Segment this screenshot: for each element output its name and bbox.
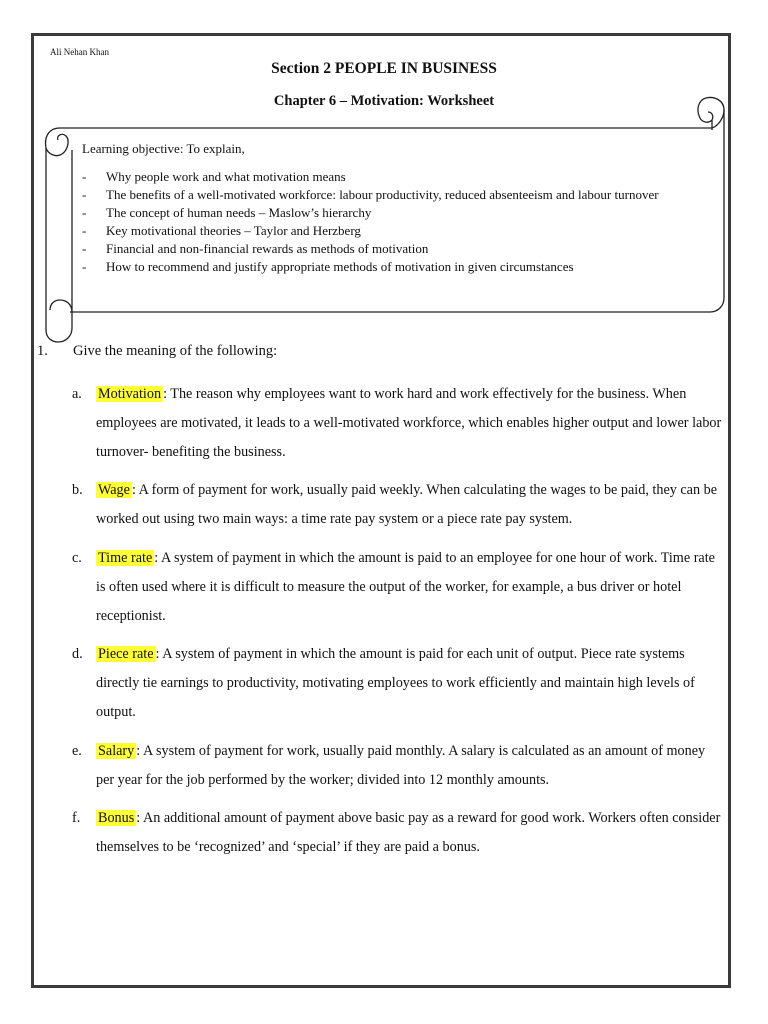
- definition-item: [72, 476, 722, 534]
- objective-item-text: The concept of human needs – Maslow’s hierarchy: [106, 205, 372, 220]
- question-number: 1.: [37, 343, 48, 359]
- definition-text: : A system of payment for work, usually paid monthly. A salary is calculated as an amount of money per year for the job performed by the worker; divided into 12 monthly amounts.: [96, 742, 706, 788]
- question-text: Give the meaning of the following:: [73, 343, 278, 359]
- definitions-list: [72, 380, 722, 872]
- bullet-dash: -: [82, 187, 87, 202]
- objective-item-text: Why people work and what motivation means: [106, 169, 346, 184]
- definition-text: : The reason why employees want to work hard and work effectively for the business. When employees are motivated, it leads to a well-motivated workforce, which enables higher output and lower labor turnover- benefiting the business.: [96, 386, 722, 460]
- bullet-dash: -: [82, 241, 87, 256]
- objective-item-text: Financial and non-financial rewards as methods of motivation: [106, 241, 429, 256]
- definition-item: [72, 737, 722, 795]
- definition-item: [72, 640, 722, 726]
- chapter-title: Chapter 6 – Motivation: Worksheet: [273, 93, 495, 109]
- definition-letter: e.: [72, 742, 82, 759]
- objective-item-text: Key motivational theories – Taylor and Herzberg: [106, 223, 361, 238]
- learning-objective-box: [82, 141, 722, 277]
- objective-list: [82, 169, 722, 275]
- bullet-dash: -: [82, 259, 87, 274]
- definition-letter: a.: [72, 386, 82, 402]
- objective-item: [82, 223, 722, 239]
- objective-item-text: How to recommend and justify appropriate methods of motivation in given circumstances: [106, 259, 574, 274]
- highlighted-term: Wage: [98, 482, 130, 499]
- definition-text: : An additional amount of payment above basic pay as a reward for good work. Workers often consider themselves to be ‘recognized’ and ‘special’ if they are paid a bonus.: [96, 810, 721, 856]
- question-1: [37, 343, 277, 360]
- definition-text: : A form of payment for work, usually paid weekly. When calculating the wages to be paid, they can be worked out using two main ways: a time rate pay system or a piece rate pay system.: [96, 482, 718, 528]
- bullet-dash: -: [82, 169, 87, 184]
- definition-text: : A system of payment in which the amount is paid to an employee for one hour of work. Time rate is often used where it is difficult to measure the output of the worker, for example, a bus driver or hotel receptionist.: [96, 549, 715, 624]
- objective-item: [82, 169, 722, 185]
- objective-item: [82, 187, 722, 203]
- objective-item-text: The benefits of a well-motivated workforce: labour productivity, reduced absenteeism and labour turnover: [106, 187, 659, 202]
- definition-letter: b.: [72, 482, 83, 499]
- highlighted-term: Time rate: [98, 549, 153, 566]
- bullet-dash: -: [82, 205, 87, 220]
- highlighted-term: Salary: [98, 742, 135, 759]
- highlighted-term: Bonus: [98, 810, 135, 827]
- definition-item: [72, 544, 722, 630]
- definition-item: [72, 380, 722, 466]
- section-title: Section 2 PEOPLE IN BUSINESS: [271, 60, 497, 77]
- definition-letter: c.: [72, 549, 82, 566]
- definition-item: [72, 804, 722, 862]
- highlighted-term: Motivation: [98, 386, 162, 402]
- definition-text: : A system of payment in which the amount is paid for each unit of output. Piece rate systems directly tie earnings to productivity, motivating employees to work efficiently and maintain high levels of output.: [96, 646, 695, 720]
- objective-item: [82, 241, 722, 257]
- definition-letter: d.: [72, 646, 83, 663]
- bullet-dash: -: [82, 223, 87, 238]
- objective-title: Learning objective: To explain,: [82, 141, 245, 156]
- highlighted-term: Piece rate: [98, 646, 154, 663]
- author-name: Ali Nehan Khan: [50, 47, 109, 57]
- objective-item: [82, 259, 722, 275]
- definition-letter: f.: [72, 810, 81, 827]
- objective-item: [82, 205, 722, 221]
